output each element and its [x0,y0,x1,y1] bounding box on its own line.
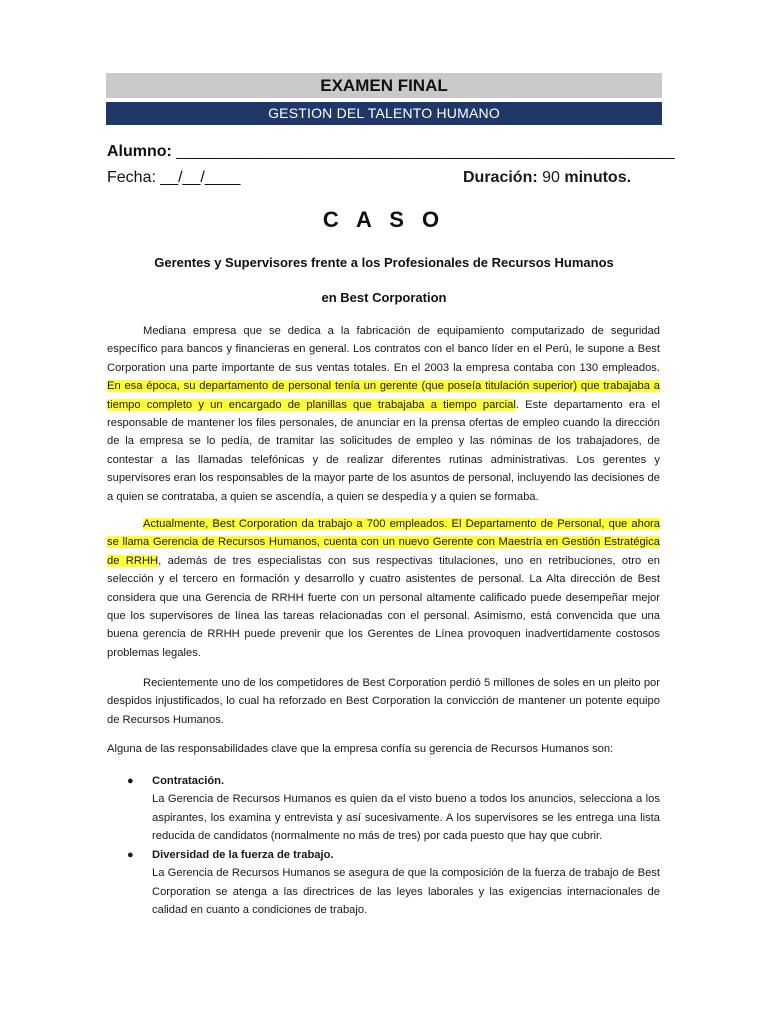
duration-label: Duración: [463,169,538,186]
bullet-title: Contratación. [152,775,225,787]
paragraph-1 [107,322,660,506]
student-name-field [107,143,675,161]
responsibility-list-item [107,772,660,846]
duration-field [463,169,631,187]
bullet-body: La Gerencia de Recursos Humanos es quien da el visto bueno a todos los anuncios, selecciona a los aspirantes, los examina y entrevista y así sucesivamente. A los supervisores se les entrega una lista reducida de candidatos (normalmente no más de tres) por cada puesto que hay que cubrir. [152,793,660,843]
paragraph-2-text: , además de tres especialistas con sus respectivas titulaciones, uno en retribuciones, otro en selección y el tercero en formación y desarrollo y cuatro asistentes de personal. La Alta dirección de Best considera que una Gerencia de RRHH fuerte con un personal altamente calificado puede desempeñar mejor que los supervisores de línea las tareas relacionadas con el personal. Asimismo, está convencida que una buena gerencia de RRHH puede prevenir que los Gerentes de Línea provoquen inadvertidamente costosos problemas legales. [107,554,660,659]
student-name-blank: ________________________________________________________ [171,143,675,160]
bullet-icon: ● [127,775,134,787]
student-name-label: Alumno: [107,143,172,160]
paragraph-2-highlight: Actualmente, Best Corporation da trabajo a 700 empleados. El Departamento de Personal, que ahora se llama Gerencia de Recursos Humanos, cuenta con un nuevo Gerente con Maestría en Gestión Estratégica de RRHH [107,518,660,567]
date-blank: __/__/____ [155,169,241,186]
responsibility-list-item [107,846,660,920]
date-field [107,169,240,187]
date-label: Fecha: [107,169,156,186]
case-heading-line2: en Best Corporation [321,290,447,305]
paragraph-3: Recientemente uno de los competidores de Best Corporation perdió 5 millones de soles en un pleito por despidos injustificados, lo cual ha reforzado en Best Corporation la convicción de mantener un potente equipo de Recursos Humanos. [107,677,660,726]
course-subtitle: GESTION DEL TALENTO HUMANO [106,102,662,125]
duration-unit: minutos. [559,169,632,186]
bullet-title: Diversidad de la fuerza de trabajo. [152,849,334,861]
duration-value: 90 [537,169,560,186]
exam-title: EXAMEN FINAL [106,73,662,98]
case-title: C A S O [322,207,446,232]
paragraph-4: Alguna de las responsabilidades clave que la empresa confía su gerencia de Recursos Humanos son: [107,743,614,755]
bullet-icon: ● [127,849,134,861]
paragraph-1-text-a: Mediana empresa que se dedica a la fabricación de equipamiento computarizado de seguridad específico para bancos y financieras en general. Los contratos con el banco líder en el Perú, le supone a Best Corporation una parte importante de sus ventas totales. En el 2003 la empresa contaba con 130 empleados. [107,325,660,374]
paragraph-1-highlight: En esa época, su departamento de personal tenía un gerente (que poseía titulación superior) que trabajaba a tiempo completo y un encargado de planillas que trabajaba a tiempo parcial [107,380,660,411]
paragraph-2 [107,515,660,662]
case-heading-line1: Gerentes y Supervisores frente a los Profesionales de Recursos Humanos [154,255,614,270]
paragraph-1-text-b: . Este departamento era el responsable de mantener los files personales, de anunciar en la prensa ofertas de empleo cuando la dirección de la empresa se lo pedía, de tramitar las solicitudes de empleo y las nóminas de los trabajadores, de contestar a las llamadas telefónicas y de realizar diferentes rutinas administrativas. Los gerentes y supervisores eran los responsables de la mayor parte de los asuntos de personal, incluyendo las decisiones de a quien se contrataba, a quien se ascendía, a quien se despedía y a quien se formaba. [107,398,660,503]
bullet-body: La Gerencia de Recursos Humanos se asegura de que la composición de la fuerza de trabajo de Best Corporation se atenga a las directrices de las leyes laborales y las exigencias internacionales de calidad en cuanto a condiciones de trabajo. [152,867,660,917]
